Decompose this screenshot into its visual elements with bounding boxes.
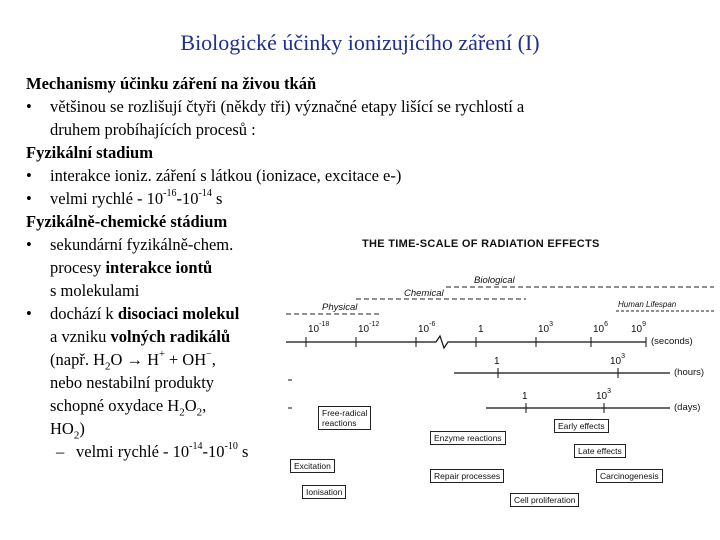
phase-lifespan: Human Lifespan xyxy=(618,300,677,309)
unit-hours: (hours) xyxy=(674,367,705,378)
tick-d-0: 1 xyxy=(522,391,528,402)
figure-title: THE TIME-SCALE OF RADIATION EFFECTS xyxy=(362,238,600,250)
phase-physical: Physical xyxy=(322,302,358,313)
bullet-dissociation-cont2: (např. $H_2O \to H^+ + OH^-$, xyxy=(50,348,216,373)
tick-s-5: $10^6$ xyxy=(593,320,609,335)
bullet-dissociation-cont5: $HO_2$) xyxy=(50,419,85,442)
box-early-effects: Early effects xyxy=(554,419,609,433)
bullet-dissociation-cont1: a vzniku volných radikálů xyxy=(50,327,231,346)
bullet-stages: • většinou se rozlišují čtyři (někdy tři) význačné etapy lišící se rychlostí a xyxy=(26,97,525,116)
tick-s-4: $10^3$ xyxy=(538,320,554,335)
bullet-physical-speed: • velmi rychlé - $10^{-16}-10^{-14}$ s xyxy=(26,187,223,208)
bullet-stages-cont: druhem probíhajících procesů : xyxy=(50,120,256,139)
tick-h-0: 1 xyxy=(494,356,500,367)
box-enzyme-reactions: Enzyme reactions xyxy=(430,431,506,445)
box-ionisation: Ionisation xyxy=(302,485,346,499)
bullet-secondary: • sekundární fyzikálně-chem. xyxy=(26,235,234,254)
heading-mechanisms: Mechanismy účinku záření na živou tkáň xyxy=(26,74,317,93)
tick-h-1: $10^3$ xyxy=(610,352,626,367)
box-excitation: Excitation xyxy=(290,459,335,473)
slide-title: Biologické účinky ionizujícího záření (I) xyxy=(180,30,540,55)
bullet-interaction: • interakce ioniz. záření s látkou (ionizace, excitace e-) xyxy=(26,166,402,185)
tick-d-1: $10^3$ xyxy=(596,387,612,402)
subbullet-speed: – velmi rychlé - $10^{-14}-10^{-10}$ s xyxy=(56,440,249,461)
box-cell-proliferation: Cell proliferation xyxy=(510,493,579,507)
tick-s-2: $10^{-6}$ xyxy=(418,320,436,335)
bullet-dissociation-cont3: nebo nestabilní produkty xyxy=(50,373,215,392)
dash-mark: – xyxy=(56,442,65,461)
timescale-figure xyxy=(286,232,714,522)
unit-days: (days) xyxy=(674,402,701,413)
bullet-secondary-cont2: s molekulami xyxy=(50,281,140,300)
box-carcinogenesis: Carcinogenesis xyxy=(596,469,663,483)
box-free-radical: Free-radical reactions xyxy=(318,406,371,430)
phase-biological: Biological xyxy=(474,275,515,286)
box-repair-processes: Repair processes xyxy=(430,469,504,483)
tick-s-6: $10^9$ xyxy=(631,320,647,335)
bullet-dissociation-cont4: schopné oxydace $H_2O_2$, xyxy=(50,396,207,419)
unit-seconds: (seconds) xyxy=(651,336,693,347)
tick-s-3: 1 xyxy=(478,324,484,335)
tick-s-1: $10^{-12}$ xyxy=(358,320,380,335)
bullet-dot: • xyxy=(26,97,32,116)
bullet-secondary-cont1: procesy interakce iontů xyxy=(50,258,213,277)
heading-physchem-stage: Fyzikálně-chemické stádium xyxy=(26,212,228,231)
bullet-dissociation: • dochází k disociaci molekul xyxy=(26,304,240,323)
tick-s-0: $10^{-18}$ xyxy=(308,320,330,335)
heading-physical-stage: Fyzikální stadium xyxy=(26,143,153,162)
phase-chemical: Chemical xyxy=(404,288,444,299)
box-late-effects: Late effects xyxy=(574,444,626,458)
